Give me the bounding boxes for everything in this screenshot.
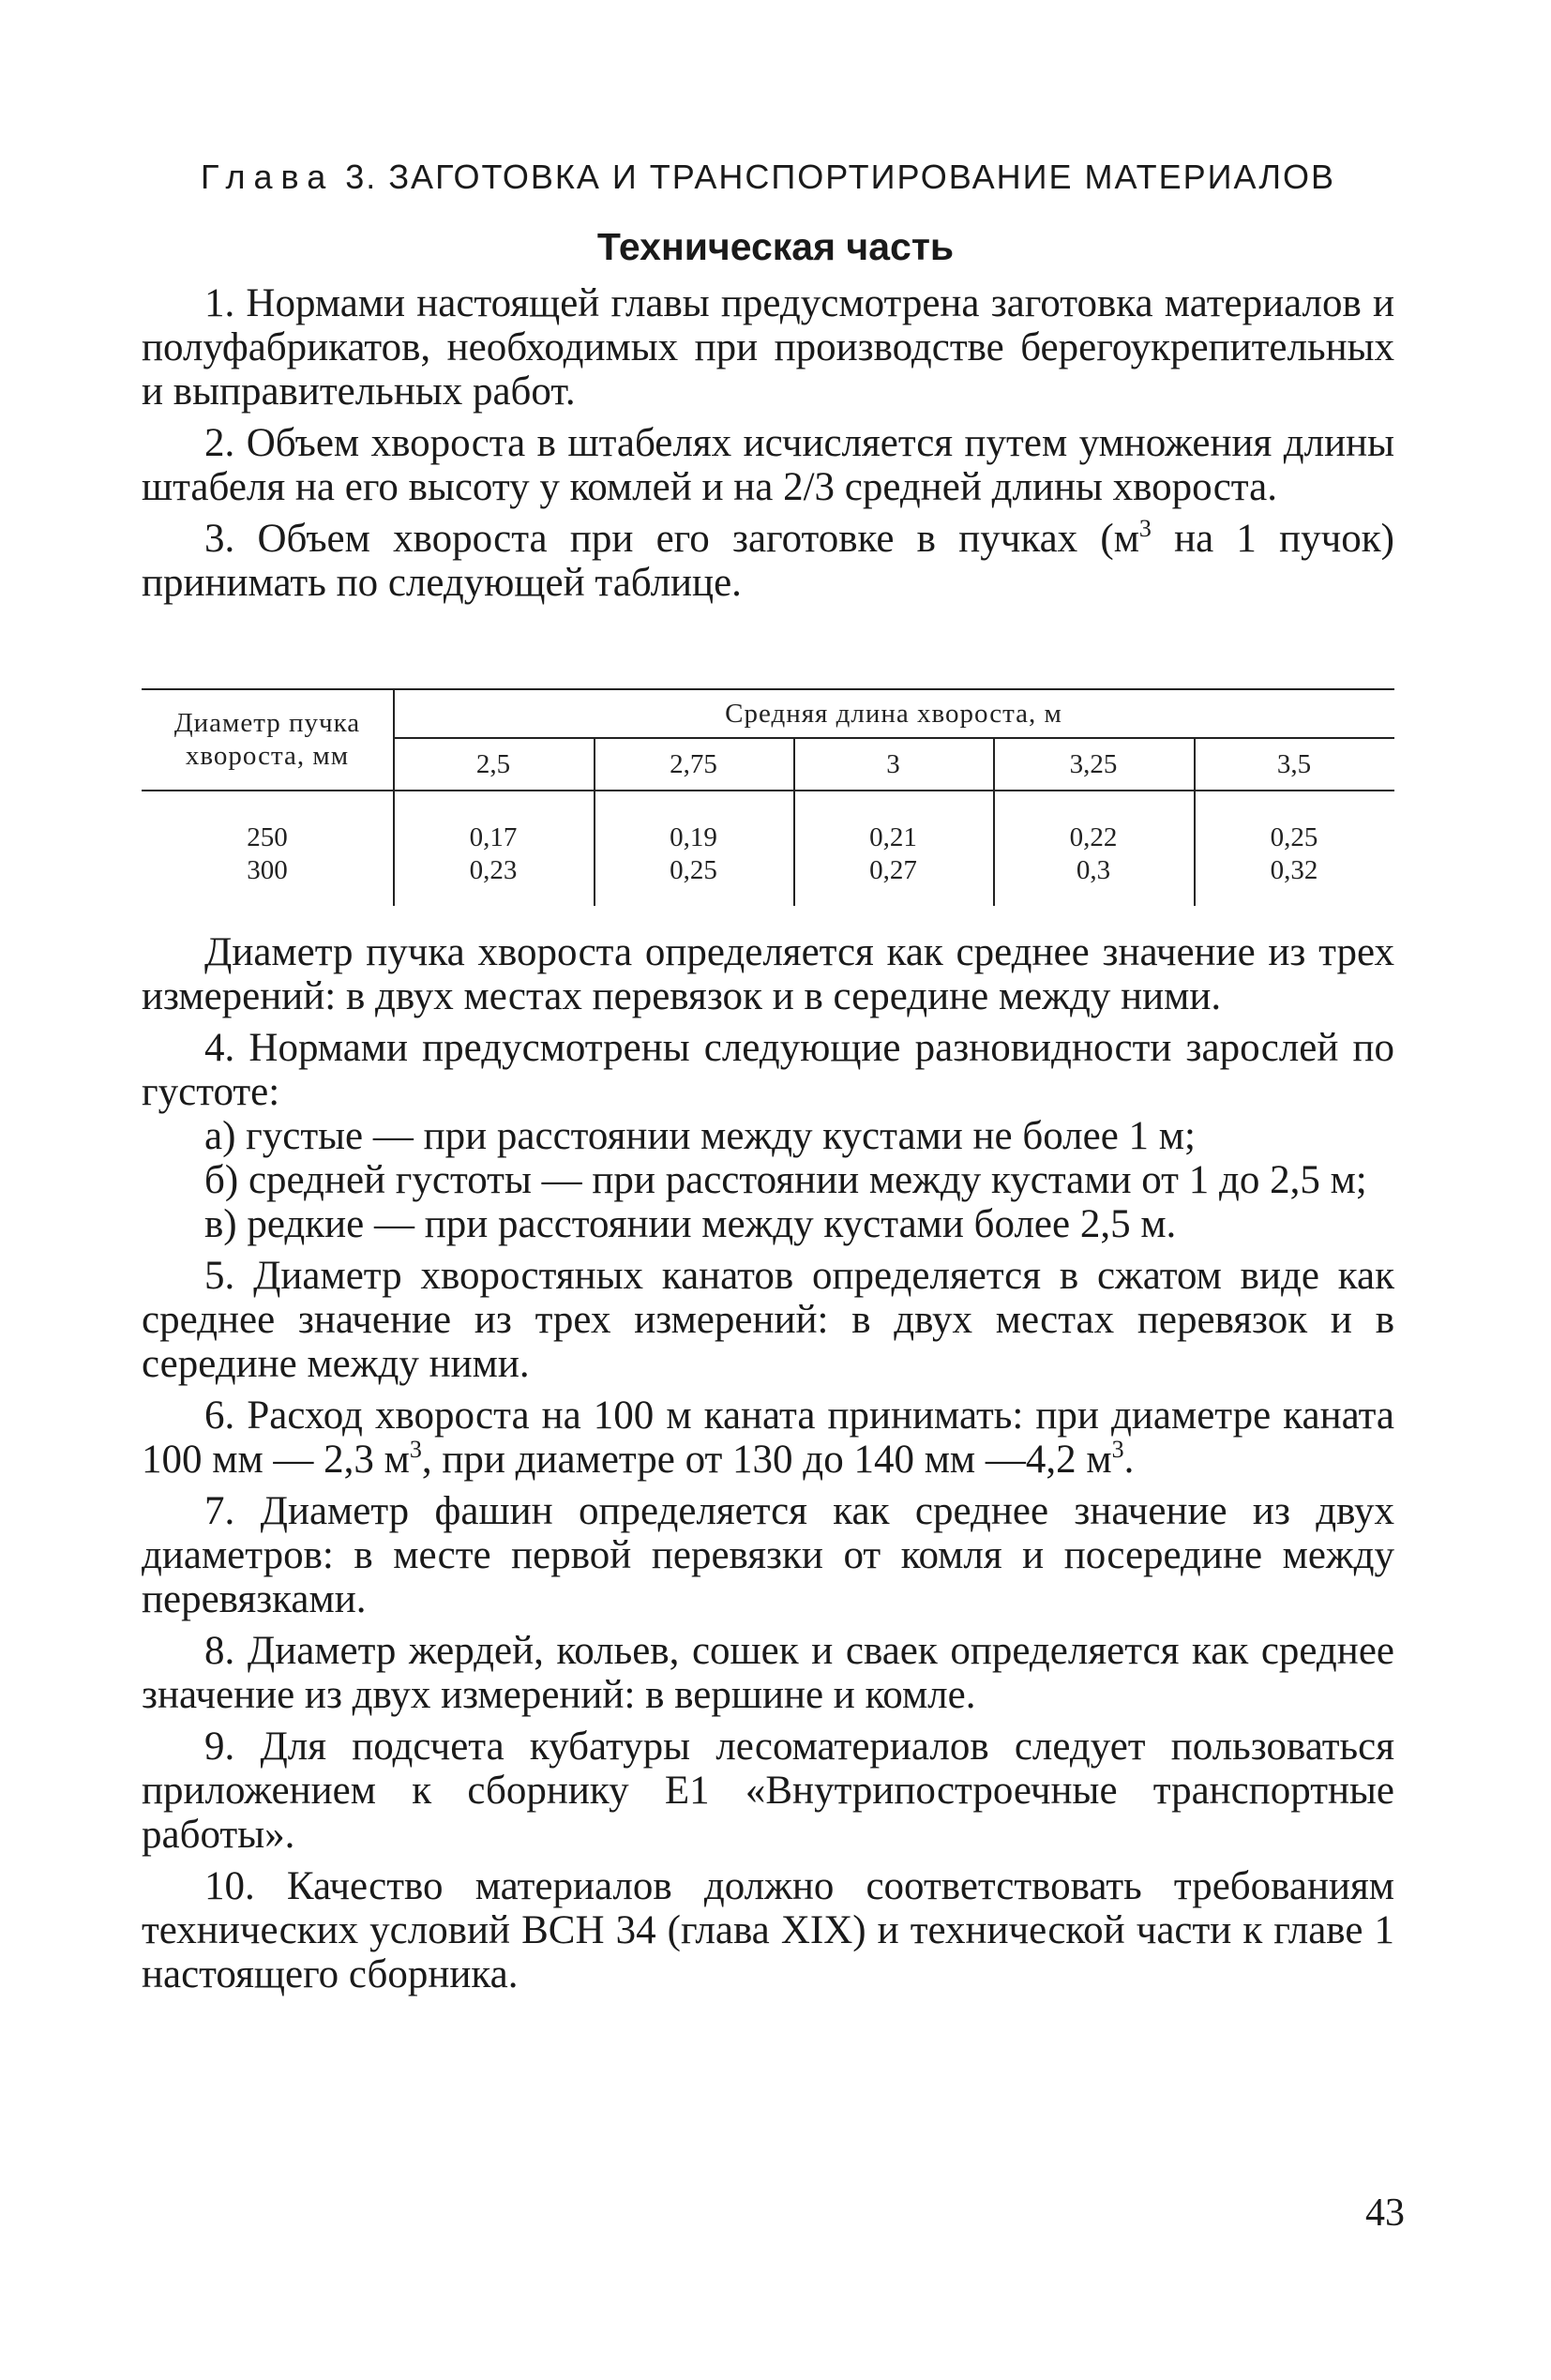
paragraph-3-text-a: 3. Объем хвороста при его заготовке в пучках (м <box>204 517 1139 561</box>
table-cell: 0,3 <box>1076 855 1111 885</box>
table-col-header: 3,25 <box>1069 749 1118 779</box>
paragraph-2: 2. Объем хвороста в штабелях исчисляется путем умножения длины штабеля на его высоту у комлей и на 2/3 средней длины хвороста. <box>142 421 1394 509</box>
paragraph-6-text-c: . <box>1123 1438 1135 1482</box>
paragraph-6-superscript: 3 <box>1111 1436 1124 1463</box>
section-title: Техническая часть <box>596 225 955 268</box>
paragraph-3 <box>142 517 1394 605</box>
paragraph-3-superscript: 3 <box>1138 515 1152 542</box>
chapter-heading <box>201 158 1420 197</box>
text-block-top <box>142 281 1394 605</box>
paragraph-6-text-b: , при диаметре от 130 до 140 мм —4,2 м <box>421 1438 1112 1482</box>
paragraph-4c: в) редкие — при расстоянии между кустами более 2,5 м. <box>204 1202 1177 1246</box>
brushwood-volume-table <box>142 688 1394 906</box>
chapter-number: 3. <box>345 158 378 196</box>
page-number: 43 <box>1365 2192 1405 2235</box>
table-col-header: 2,75 <box>670 749 717 779</box>
table-cell: 0,27 <box>869 855 917 885</box>
paragraph-6 <box>142 1393 1394 1482</box>
paragraph-10: 10. Качество материалов должно соответствовать требованиям технических условий ВСН 34 (глава XIX) и технической части к главе 1 настоящего сборника. <box>142 1864 1394 1996</box>
text-block-bottom <box>142 930 1394 1996</box>
paragraph-7: 7. Диаметр фашин определяется как среднее значение из двух диаметров: в месте первой перевязки от комля и посередине между перевязками. <box>142 1489 1394 1621</box>
paragraph-6-superscript: 3 <box>409 1436 422 1463</box>
table-group-header: Средняя длина хвороста, м <box>725 699 1062 729</box>
table-cell: 0,25 <box>1270 822 1318 852</box>
paragraph-3-text-b: на 1 пучок) принимать по следующей таблице. <box>142 517 1394 605</box>
paragraph-1: 1. Нормами настоящей главы предусмотрена заготовка материалов и полуфабрикатов, необходимых при производстве берегоукрепительных и выправительных работ. <box>142 281 1394 414</box>
paragraph-4a: а) густые — при расстоянии между кустами не более 1 м; <box>204 1114 1196 1158</box>
paragraph-6-text-a: 6. Расход хвороста на 100 м каната принимать: при диаметре каната 100 мм — 2,3 м <box>142 1393 1394 1482</box>
paragraph-9: 9. Для подсчета кубатуры лесоматериалов следует пользоваться приложением к сборнику Е1 «Внутрипостроечные транспортные работы». <box>142 1725 1394 1857</box>
table-row-header: Диаметр пучка хвороста, мм <box>173 708 361 771</box>
paragraph-5: 5. Диаметр хворостяных канатов определяется в сжатом виде как среднее значение из трех измерений: в двух местах перевязок и в середине между ними. <box>142 1254 1394 1386</box>
table-cell: 0,25 <box>670 855 717 885</box>
table-cell: 0,21 <box>869 822 917 852</box>
table-cell: 0,23 <box>469 855 518 885</box>
paragraph-8: 8. Диаметр жердей, кольев, сошек и сваек определяется как среднее значение из двух измерений: в вершине и комле. <box>142 1629 1394 1717</box>
table-row-label: 300 <box>247 855 288 885</box>
table-col-header: 2,5 <box>475 749 511 779</box>
table-col-header: 3 <box>886 749 900 779</box>
table-col-header: 3,5 <box>1276 749 1312 779</box>
table-group-rule <box>393 737 1394 739</box>
table-cell: 0,17 <box>469 822 518 852</box>
paragraph-4b: б) средней густоты — при расстоянии между кустами от 1 до 2,5 м; <box>204 1158 1367 1202</box>
chapter-title: ЗАГОТОВКА И ТРАНСПОРТИРОВАНИЕ МАТЕРИАЛОВ <box>388 158 1335 196</box>
table-cell: 0,22 <box>1069 822 1118 852</box>
diameter-note: Диаметр пучка хвороста определяется как среднее значение из трех измерений: в двух местах перевязок и в середине между ними. <box>142 930 1394 1018</box>
table-header-rule <box>142 790 1394 791</box>
paragraph-4: 4. Нормами предусмотрены следующие разновидности зарослей по густоте: <box>142 1026 1394 1114</box>
table-cell: 0,19 <box>670 822 717 852</box>
chapter-label: Глава <box>201 158 335 196</box>
table-top-rule <box>142 688 1394 690</box>
table-row-label: 250 <box>247 822 288 852</box>
table-cell: 0,32 <box>1270 855 1318 885</box>
